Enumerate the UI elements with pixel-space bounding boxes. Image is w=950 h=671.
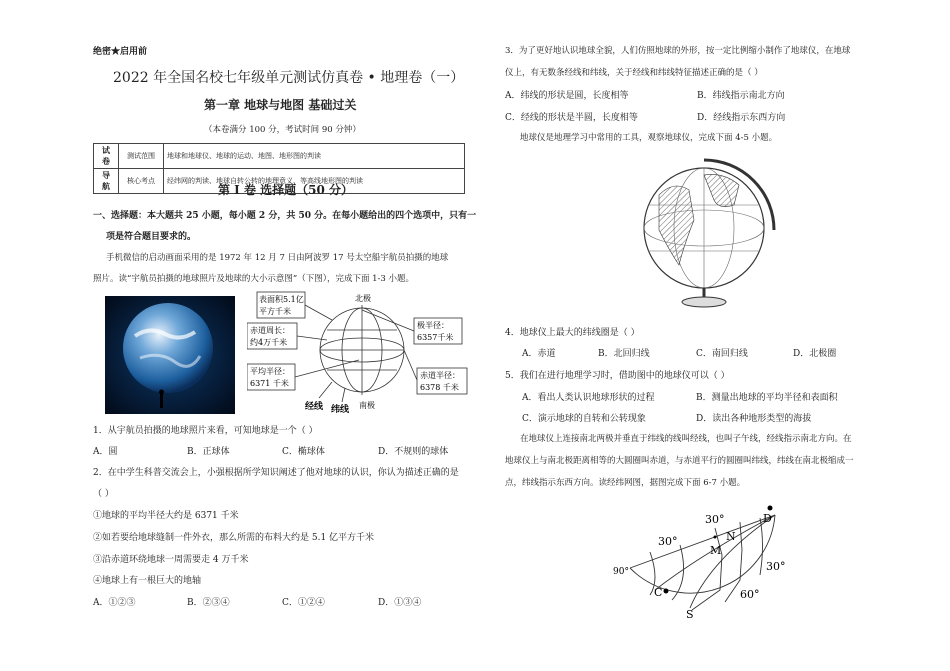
mean-radius-label: 6371 千米 [250, 379, 289, 388]
instruction-line: 项是符合题目要求的。 [106, 232, 197, 242]
info-key: 核心考点 [119, 169, 164, 194]
info-value: 经纬网的判读、地球自转公转的地理意义、等高线地形图的判读 [164, 169, 465, 194]
option: C．椭球体 [282, 447, 325, 457]
info-value: 地球和地球仪、地球的运动、地图、地形图的判读 [164, 144, 465, 169]
option: A．圆 [93, 447, 118, 457]
point-n-label: N [726, 530, 736, 543]
polar-radius-label: 极半径： [417, 321, 449, 330]
statement-item: ①地球的平均半径大约是 6371 千米 [93, 511, 239, 521]
earth-size-diagram [247, 290, 472, 416]
statement-item: ④地球上有一根巨大的地轴 [93, 576, 202, 586]
statement-item: ②如若要给地球缝制一件外衣，那么所需的布料大约是 5.1 亿平方千米 [93, 533, 375, 543]
option: B．正球体 [187, 447, 230, 457]
secret-label: 绝密★启用前 [93, 47, 148, 57]
chapter-title: 第一章 地球与地图 基础过关 [204, 98, 357, 112]
option: B．纬线指示南北方向 [697, 91, 785, 101]
parallel-label: 纬线 [331, 405, 350, 415]
question-stem: 5．我们在进行地理学习时，借助图中的地球仪可以（ ） [505, 371, 730, 381]
equator-radius-label: 赤道半径： [420, 371, 460, 380]
deg-60-label: 60° [740, 588, 760, 601]
option: D．读出各种地形类型的海拔 [696, 414, 812, 424]
north-pole-label: 北极 [355, 294, 371, 303]
option: D．北极圈 [793, 349, 837, 359]
statement-item: ③沿赤道环绕地球一周需要走 4 万千米 [93, 555, 249, 565]
option: A．①②③ [93, 598, 136, 608]
intro-text: 手机微信的启动画面采用的是 1972 年 12 月 7 日由阿波罗 17 号太空船宇航员拍摄的地球 [106, 253, 449, 263]
equator-length-label: 约4万千米 [250, 338, 288, 347]
lat-30-right-label: 30° [766, 560, 786, 573]
option: C．演示地球的自转和公转现象 [522, 414, 646, 424]
intro-text: 地球仪上与南北极距离相等的大圆圈叫赤道，与赤道平行的圆圈叫纬线，纬线在南北极缩成一 [505, 456, 854, 466]
question-stem: 1．从宇航员拍摄的地球照片来看，可知地球是一个（ ） [93, 426, 318, 436]
instruction-line: 一、选择题：本大题共 25 小题，每小题 2 分，共 50 分。在每小题给出的四个选项中，只有一 [93, 211, 477, 221]
info-left-top: 试 卷 [94, 144, 119, 169]
meridian-label: 经线 [305, 402, 324, 412]
lat-30-left-label: 30° [658, 535, 678, 548]
point-d-label: D [763, 512, 772, 525]
option: D．不规则的球体 [378, 447, 449, 457]
surface-area-label: 表面积5.1亿 [259, 295, 304, 304]
lat-30-top-label: 30° [705, 513, 725, 526]
question-stem: 2．在中学生科普交流会上，小强根据所学知识阐述了他对地球的认识，你认为描述正确的是 [93, 468, 459, 478]
point-s-label: S [686, 608, 694, 620]
answer-paren: （ ） [93, 489, 114, 499]
info-key: 测试范围 [119, 144, 164, 169]
option: B．测量出地球的平均半径和表面积 [696, 393, 838, 403]
option: D．①③④ [378, 598, 422, 608]
question-stem: 3．为了更好地认识地球全貌，人们仿照地球的外形，按一定比例缩小制作了地球仪，在地球 [505, 46, 851, 56]
mean-radius-label: 平均半径： [250, 367, 290, 376]
page-title: 2022 年全国名校七年级单元测试仿真卷 • 地理卷（一） [113, 70, 465, 86]
earth-photo [105, 296, 235, 414]
south-pole-label: 南极 [359, 401, 375, 410]
option: D．经线指示东西方向 [697, 113, 786, 123]
info-left-bottom: 导 航 [94, 169, 119, 194]
graticule-diagram [610, 500, 800, 620]
option: C．南回归线 [696, 349, 748, 359]
section-title: 第 Ⅰ 卷 选择题（50 分） [218, 183, 354, 197]
intro-text: 点，纬线指示东西方向。读经纬网图，据图完成下面 6-7 小题。 [505, 478, 746, 488]
point-m-label: M [710, 544, 722, 557]
option: A．纬线的形状是圆，长度相等 [505, 91, 629, 101]
intro-text: 照片。读“宇航员拍摄的地球照片及地球的大小示意图”（下图），完成下面 1-3 小题。 [93, 274, 415, 284]
option: C．经线的形状是半圆，长度相等 [505, 113, 638, 123]
equator-length-label: 赤道周长： [250, 326, 290, 335]
option: A．赤道 [522, 349, 556, 359]
deg-90-label: 90° [613, 567, 629, 577]
intro-text: 地球仪是地理学习中常用的工具，观察地球仪，完成下面 4-5 小题。 [520, 133, 778, 143]
option: B．北回归线 [598, 349, 650, 359]
score-note: （本卷满分 100 分，考试时间 90 分钟） [204, 125, 361, 135]
option: B．②③④ [187, 598, 230, 608]
option: A．看出人类认识地球形状的过程 [522, 393, 655, 403]
polar-radius-label: 6357千米 [417, 333, 454, 342]
question-stem: 仪上，有无数条经线和纬线，关于经线和纬线特征描述正确的是（ ） [505, 68, 763, 78]
intro-text: 在地球仪上连接南北两极并垂直于纬线的线叫经线，也叫子午线，经线指示南北方向。在 [520, 434, 852, 444]
option: C．①②④ [282, 598, 325, 608]
equator-radius-label: 6378 千米 [420, 383, 459, 392]
question-stem: 4．地球仪上最大的纬线圈是（ ） [505, 328, 640, 338]
point-c-label: C [654, 586, 663, 599]
surface-area-label: 平方千米 [259, 307, 291, 316]
globe-illustration [634, 150, 784, 315]
